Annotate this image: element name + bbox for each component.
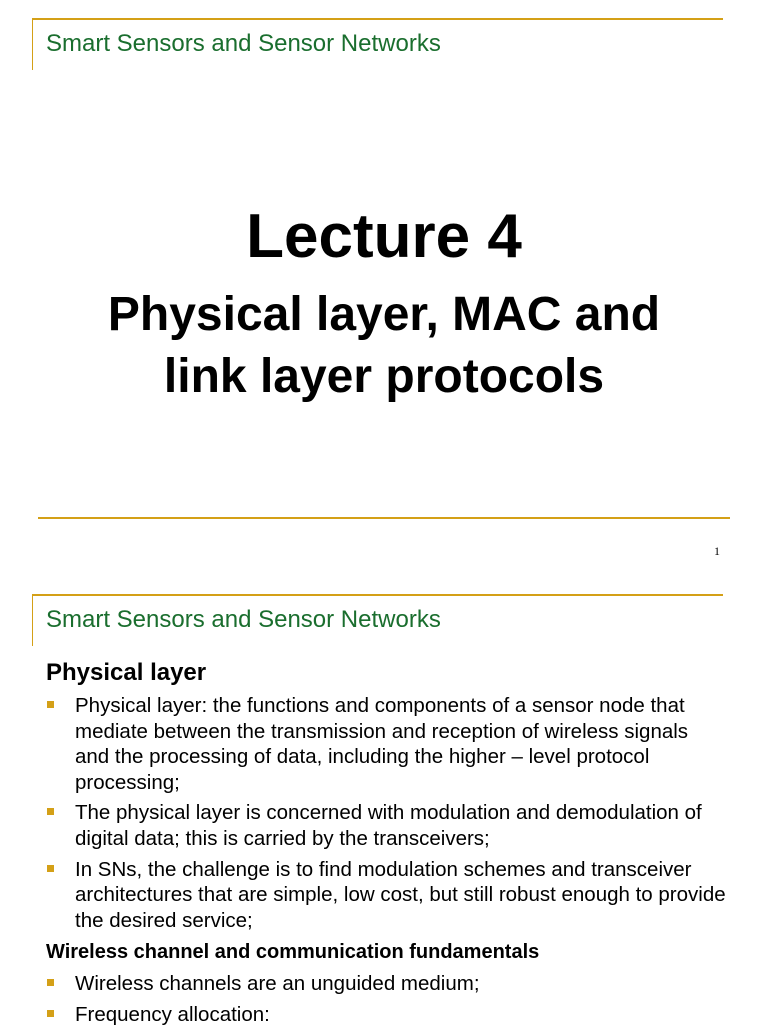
slide-header-title: Smart Sensors and Sensor Networks — [46, 30, 441, 57]
list-item — [46, 971, 726, 997]
lecture-title: Lecture 4 — [246, 202, 522, 271]
list-item — [46, 857, 726, 934]
bullet-text: The physical layer is concerned with modulation and demodulation of digital data; this is carried by the transceivers; — [75, 801, 702, 850]
header-rule — [32, 18, 723, 20]
slide-2 — [0, 576, 768, 1024]
header-rule — [32, 594, 723, 596]
square-bullet-icon — [47, 979, 54, 986]
bullet-text: Frequency allocation: — [75, 1002, 270, 1026]
square-bullet-icon — [47, 701, 54, 708]
subtitle-line-1: Physical layer, MAC and — [107, 288, 661, 341]
subtitle-line-2: link layer protocols — [163, 350, 605, 403]
square-bullet-icon — [47, 808, 54, 815]
list-item — [46, 693, 726, 795]
square-bullet-icon — [47, 865, 54, 872]
header-side-rule — [32, 594, 33, 646]
bullet-text: Wireless channels are an unguided medium; — [75, 972, 480, 995]
square-bullet-icon — [47, 1010, 54, 1017]
header-side-rule — [32, 18, 33, 70]
section-heading: Physical layer — [46, 659, 207, 686]
bullet-text: In SNs, the challenge is to find modulation schemes and transceiver architectures that are simple, low cost, but still robust enough to provide the desired service; — [75, 857, 726, 932]
slide-header-title: Smart Sensors and Sensor Networks — [46, 606, 441, 633]
bullet-list — [46, 693, 726, 933]
list-item — [46, 800, 726, 851]
page-number: 1 — [714, 544, 720, 558]
lecture-subtitle — [60, 284, 708, 408]
list-item — [46, 1002, 726, 1027]
bullet-list-2 — [46, 971, 726, 1027]
footer-rule — [38, 517, 730, 519]
bullet-text: Physical layer: the functions and components of a sensor node that mediate between the transmission and reception of wireless signals and the processing of data, including the higher – level protocol processing; — [75, 694, 689, 794]
subheading: Wireless channel and communication fundamentals — [46, 941, 540, 963]
